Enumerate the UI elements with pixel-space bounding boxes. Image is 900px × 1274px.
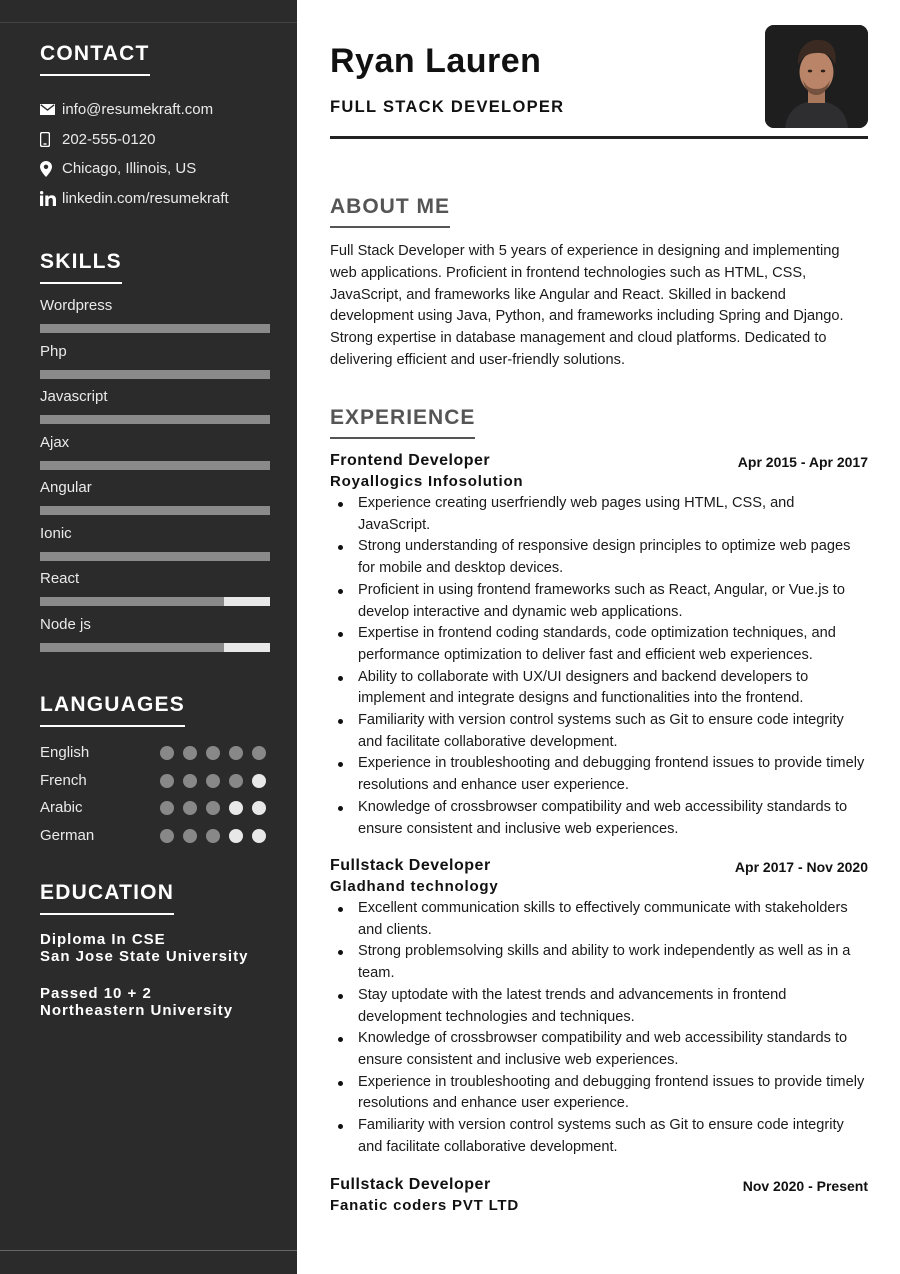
rating-dot-filled <box>183 746 197 760</box>
job-role: Fullstack Developer <box>330 857 491 874</box>
skill-bar-fill <box>40 461 270 470</box>
skill-item <box>40 388 270 434</box>
rating-dot-filled <box>160 829 174 843</box>
contact-phone[interactable] <box>40 125 270 155</box>
skill-bar-fill <box>40 597 224 606</box>
job-bullet: Knowledge of crossbrowser compatibility and web accessibility standards to ensure consistent and inclusive web experiences. <box>330 797 868 840</box>
skill-label: Javascript <box>40 388 108 405</box>
skill-bar <box>40 597 270 606</box>
skill-label: Angular <box>40 479 92 496</box>
skill-bar <box>40 461 270 470</box>
language-label: Arabic <box>40 799 83 817</box>
rating-dot-empty <box>252 829 266 843</box>
job-entry <box>330 452 868 840</box>
language-item <box>40 822 270 850</box>
skill-bar-fill <box>40 506 270 515</box>
rating-dot-filled <box>252 746 266 760</box>
skills-heading: SKILLS <box>40 250 122 284</box>
skill-item <box>40 343 270 389</box>
rating-dot-filled <box>183 801 197 815</box>
job-bullet: Excellent communication skills to effectively communicate with stakeholders and clients. <box>330 898 868 941</box>
sidebar-bottom-divider <box>0 1250 297 1251</box>
job-dates: Apr 2017 - Nov 2020 <box>734 859 868 875</box>
contact-section <box>40 42 270 213</box>
skill-label: Wordpress <box>40 297 113 314</box>
language-rating <box>160 829 275 843</box>
education-school: San Jose State University <box>40 948 249 965</box>
rating-dot-empty <box>252 801 266 815</box>
skill-bar-fill <box>40 370 270 379</box>
rating-dot-empty <box>229 801 243 815</box>
rating-dot-filled <box>160 746 174 760</box>
job-bullet: Strong problemsolving skills and ability to work independently as well as in a team. <box>330 941 868 984</box>
languages-heading: LANGUAGES <box>40 693 185 727</box>
contact-phone-text: 202-555-0120 <box>62 130 156 148</box>
skill-label: Ajax <box>40 433 70 451</box>
rating-dot-filled <box>160 774 174 788</box>
education-heading: EDUCATION <box>40 881 174 915</box>
job-header <box>330 857 868 877</box>
job-bullet: Ability to collaborate with UX/UI designers and backend developers to implement and integrate designs and functionalities into the frontend. <box>330 667 868 710</box>
education-degree: Diploma In CSE <box>40 931 166 948</box>
experience-heading: EXPERIENCE <box>330 406 475 439</box>
skill-item <box>40 525 270 571</box>
language-item <box>40 739 270 767</box>
rating-dot-empty <box>229 829 243 843</box>
sidebar-top-divider <box>0 22 297 23</box>
about-heading: ABOUT ME <box>330 195 450 228</box>
job-entry <box>330 1176 868 1214</box>
skill-item <box>40 297 270 343</box>
job-bullet: Proficient in using frontend frameworks such as React, Angular, or Vue.js to develop interactive and dynamic web applications. <box>330 580 868 623</box>
job-entry <box>330 857 868 1158</box>
rating-dot-filled <box>206 829 220 843</box>
rating-dot-filled <box>206 801 220 815</box>
language-label: English <box>40 744 90 762</box>
job-header <box>330 452 868 472</box>
language-rating <box>160 801 275 815</box>
education-item <box>40 931 270 965</box>
skill-bar <box>40 506 270 515</box>
linkedin-icon <box>40 191 62 206</box>
candidate-title: FULL STACK DEVELOPER <box>330 98 565 116</box>
skills-section <box>40 250 270 661</box>
language-item <box>40 794 270 822</box>
rating-dot-filled <box>229 774 243 788</box>
profile-photo <box>765 25 868 128</box>
languages-section <box>40 693 270 849</box>
language-rating <box>160 746 275 760</box>
rating-dot-filled <box>229 746 243 760</box>
contact-email-text: info@resumekraft.com <box>62 101 214 119</box>
job-bullet: Expertise in frontend coding standards, code optimization techniques, and performance optimization to deliver fast and efficient web experiences. <box>330 623 868 666</box>
rating-dot-filled <box>160 801 174 815</box>
job-bullet: Experience in troubleshooting and debugging frontend issues to provide timely resolutions and enhance user experience. <box>330 1072 868 1115</box>
skill-bar <box>40 324 270 333</box>
skill-label: Php <box>40 342 67 360</box>
education-item <box>40 985 270 1019</box>
rating-dot-filled <box>206 746 220 760</box>
skill-bar <box>40 415 270 424</box>
skill-bar-fill <box>40 415 270 424</box>
skill-bar <box>40 370 270 379</box>
skill-item <box>40 434 270 480</box>
header-divider <box>330 136 868 139</box>
job-bullet: Knowledge of crossbrowser compatibility and web accessibility standards to ensure consistent and inclusive web experiences. <box>330 1028 868 1071</box>
skill-bar <box>40 552 270 561</box>
language-item <box>40 767 270 795</box>
job-bullet: Experience creating userfriendly web pages using HTML, CSS, and JavaScript. <box>330 493 868 536</box>
language-label: French <box>40 771 87 789</box>
education-section <box>40 881 270 1039</box>
job-role: Fullstack Developer <box>330 1176 491 1193</box>
skill-item <box>40 479 270 525</box>
rating-dot-empty <box>252 774 266 788</box>
location-pin-icon <box>40 161 62 177</box>
job-role: Frontend Developer <box>330 452 491 469</box>
education-degree: Passed 10 + 2 <box>40 985 152 1002</box>
contact-email[interactable] <box>40 95 270 125</box>
contact-linkedin-text: linkedin.com/resumekraft <box>62 189 229 207</box>
skill-label: Node js <box>40 615 91 633</box>
job-bullet: Strong understanding of responsive design principles to optimize web pages for mobile and desktop devices. <box>330 536 868 579</box>
job-dates: Apr 2015 - Apr 2017 <box>737 454 868 470</box>
job-bullet: Familiarity with version control systems such as Git to ensure code integrity and facilitate collaborative development. <box>330 1115 868 1158</box>
job-company: Royallogics Infosolution <box>330 473 524 490</box>
about-text: Full Stack Developer with 5 years of experience in designing and implementing web applications. Proficient in frontend technologies such as HTML, CSS, JavaScript, and frameworks like Angular and React. Skilled in backend development using Java, Python, and frameworks including Spring and Django. Strong expertise in database management and cloud platforms. Dedicated to delivering efficient and user-friendly solutions. <box>330 243 844 368</box>
skill-bar-fill <box>40 552 270 561</box>
skill-bar <box>40 643 270 652</box>
contact-location <box>40 154 270 184</box>
skill-item <box>40 570 270 616</box>
skill-label: React <box>40 570 80 587</box>
job-bullet: Familiarity with version control systems such as Git to ensure code integrity and facilitate collaborative development. <box>330 710 868 753</box>
candidate-name: Ryan Lauren <box>330 42 542 80</box>
contact-location-text: Chicago, Illinois, US <box>62 160 197 178</box>
skill-item <box>40 616 270 662</box>
skill-bar-fill <box>40 643 224 652</box>
contact-linkedin[interactable] <box>40 184 270 214</box>
job-bullet: Experience in troubleshooting and debugging frontend issues to provide timely resolutions and enhance user experience. <box>330 753 868 796</box>
education-school: Northeastern University <box>40 1002 234 1019</box>
job-header <box>330 1176 868 1196</box>
language-label: German <box>40 826 95 844</box>
job-bullets <box>330 898 868 1158</box>
job-bullet: Stay uptodate with the latest trends and advancements in frontend development technologies and techniques. <box>330 985 868 1028</box>
job-dates: Nov 2020 - Present <box>742 1178 868 1194</box>
skill-bar-fill <box>40 324 270 333</box>
job-bullets <box>330 493 868 840</box>
phone-icon <box>40 132 62 147</box>
rating-dot-filled <box>183 774 197 788</box>
envelope-icon <box>40 104 62 115</box>
skill-label: Ionic <box>40 524 72 542</box>
sidebar <box>0 0 297 1274</box>
rating-dot-filled <box>183 829 197 843</box>
contact-heading: CONTACT <box>40 42 150 76</box>
language-rating <box>160 774 275 788</box>
rating-dot-filled <box>206 774 220 788</box>
job-company: Gladhand technology <box>330 878 499 895</box>
job-company: Fanatic coders PVT LTD <box>330 1197 520 1214</box>
